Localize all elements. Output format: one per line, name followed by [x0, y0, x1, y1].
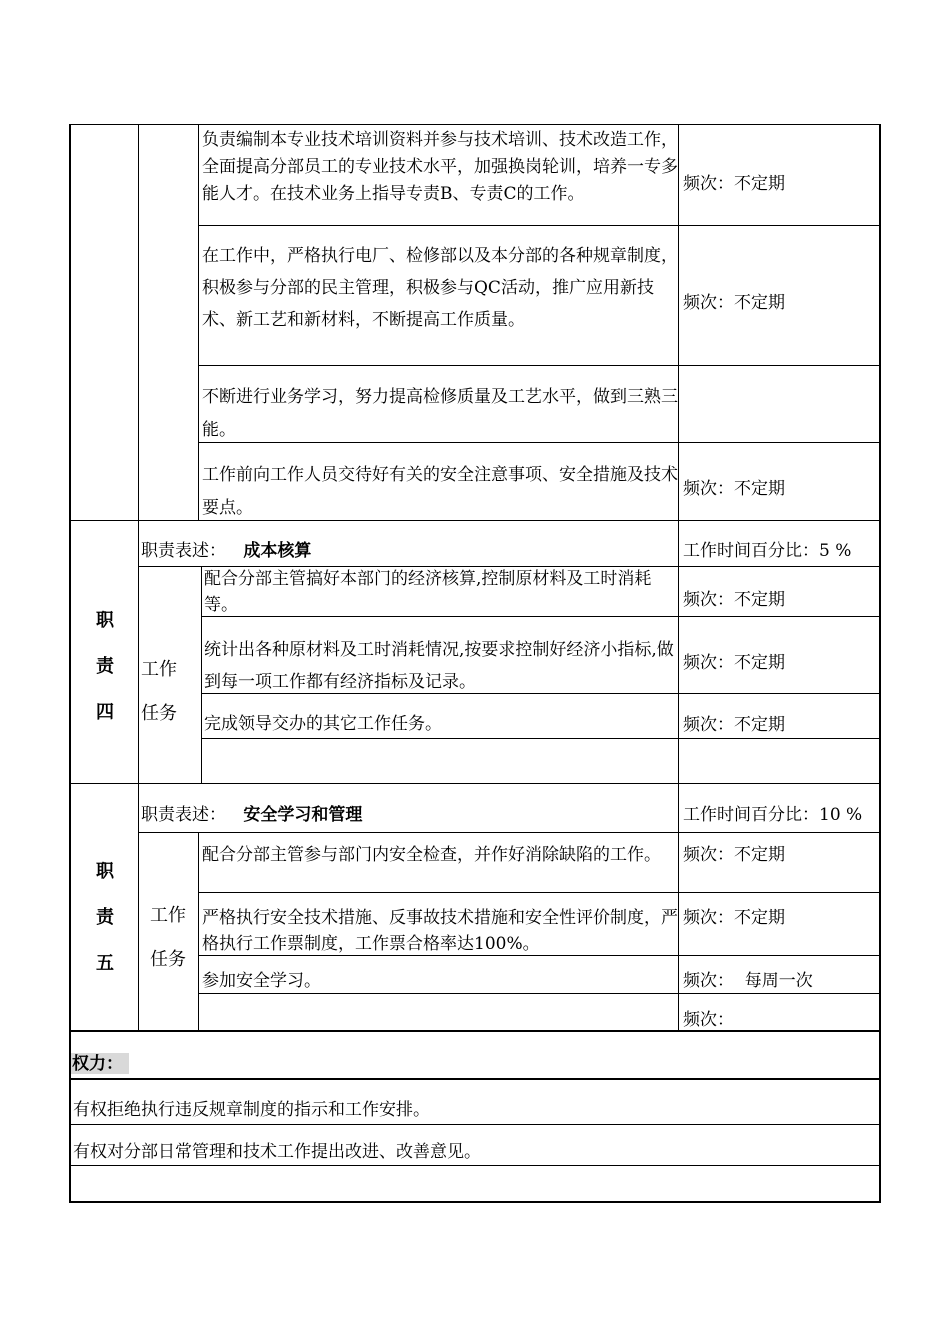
duty-description: [141, 538, 311, 564]
authority-item: 有权对分部日常管理和技术工作提出改进、改善意见。: [73, 1142, 481, 1162]
table-border: [69, 1078, 881, 1080]
task-frequency: 频次：不定期: [683, 715, 785, 735]
table-border: [198, 365, 880, 366]
task-frequency: 频次：不定期: [683, 908, 785, 928]
table-border: [138, 832, 880, 833]
duty-description-label: 职责表述：: [141, 541, 226, 561]
task-text: 在工作中，严格执行电厂、检修部以及本分部的各种规章制度，积极参与分部的民主管理，积极参与QC活动，推广应用新技术、新工艺和新材料，不断提高工作质量。: [202, 246, 678, 330]
task-label-line: 工作: [150, 905, 186, 926]
table-border: [198, 124, 199, 520]
table-border: [69, 124, 71, 1203]
task-frequency: 频次：不定期: [683, 845, 785, 865]
task-frequency: 频次：不定期: [683, 293, 785, 313]
table-border: [138, 566, 880, 567]
task-label: [141, 648, 177, 736]
section-label-char: 职: [96, 610, 114, 631]
task-label: [150, 894, 186, 982]
table-border: [201, 738, 880, 739]
task-text: 参加安全学习。: [202, 971, 321, 991]
table-border: [201, 566, 202, 783]
task-text: 配合分部主管搞好本部门的经济核算,控制原材料及工时消耗等。: [204, 569, 652, 615]
table-border: [69, 783, 881, 784]
time-percentage: 工作时间百分比：5 %: [683, 541, 852, 561]
task-frequency: 频次：不定期: [683, 653, 785, 673]
task-label-line: 工作: [141, 659, 177, 680]
task-text: 完成领导交办的其它工作任务。: [204, 714, 442, 734]
table-border: [198, 892, 880, 893]
task-text: 负责编制本专业技术培训资料并参与技术培训、技术改造工作，全面提高分部员工的专业技术水平，加强换岗轮训，培养一专多能人才。在技术业务上指导专责B、专责C的工作。: [202, 130, 678, 204]
table-border: [69, 1124, 881, 1125]
task-text: 严格执行安全技术措施、反事故技术措施和安全性评价制度，严格执行工作票制度，工作票合格率达100%。: [202, 908, 678, 954]
duty-description-label: 职责表述：: [141, 805, 226, 825]
section-label: [90, 598, 120, 736]
section-label-char: 四: [96, 702, 114, 723]
table-border: [198, 832, 199, 1031]
table-border: [678, 124, 679, 1031]
section-label: [90, 849, 120, 987]
duty-description-value: 成本核算: [243, 541, 312, 561]
table-border: [201, 616, 880, 617]
duty-description: [141, 802, 362, 828]
task-text: 不断进行业务学习，努力提高检修质量及工艺水平，做到三熟三能。: [202, 387, 678, 440]
table-border: [69, 124, 881, 125]
table-border: [69, 1201, 881, 1203]
task-text: 工作前向工作人员交待好有关的安全注意事项、安全措施及技术要点。: [202, 465, 678, 518]
table-border: [69, 1165, 881, 1166]
section-label-char: 职: [96, 861, 114, 882]
time-percentage: 工作时间百分比：10 %: [683, 805, 863, 825]
task-frequency: 频次：: [683, 1010, 734, 1030]
table-border: [198, 993, 880, 994]
task-text: 配合分部主管参与部门内安全检查，并作好消除缺陷的工作。: [202, 845, 661, 865]
section-label-char: 五: [96, 953, 114, 974]
authority-heading: 权力：: [72, 1054, 123, 1074]
task-label-line: 任务: [141, 703, 177, 724]
task-frequency: 频次：不定期: [683, 174, 785, 194]
table-border: [198, 442, 880, 443]
task-label-line: 任务: [150, 949, 186, 970]
duty-description-value: 安全学习和管理: [243, 805, 363, 825]
task-frequency: 频次： 每周一次: [683, 971, 813, 991]
table-border: [198, 955, 880, 956]
task-frequency: 频次：不定期: [683, 590, 785, 610]
task-frequency: 频次：不定期: [683, 479, 785, 499]
section-label-char: 责: [96, 656, 114, 677]
table-border: [69, 1030, 881, 1032]
table-border: [201, 693, 880, 694]
table-border: [69, 520, 881, 521]
section-label-char: 责: [96, 907, 114, 928]
table-border: [198, 225, 880, 226]
authority-item: 有权拒绝执行违反规章制度的指示和工作安排。: [73, 1100, 430, 1120]
table-border: [879, 124, 881, 1203]
table-border: [138, 124, 139, 1031]
task-text: 统计出各种原材料及工时消耗情况,按要求控制好经济小指标,做到每一项工作都有经济指标及记录。: [204, 640, 674, 692]
